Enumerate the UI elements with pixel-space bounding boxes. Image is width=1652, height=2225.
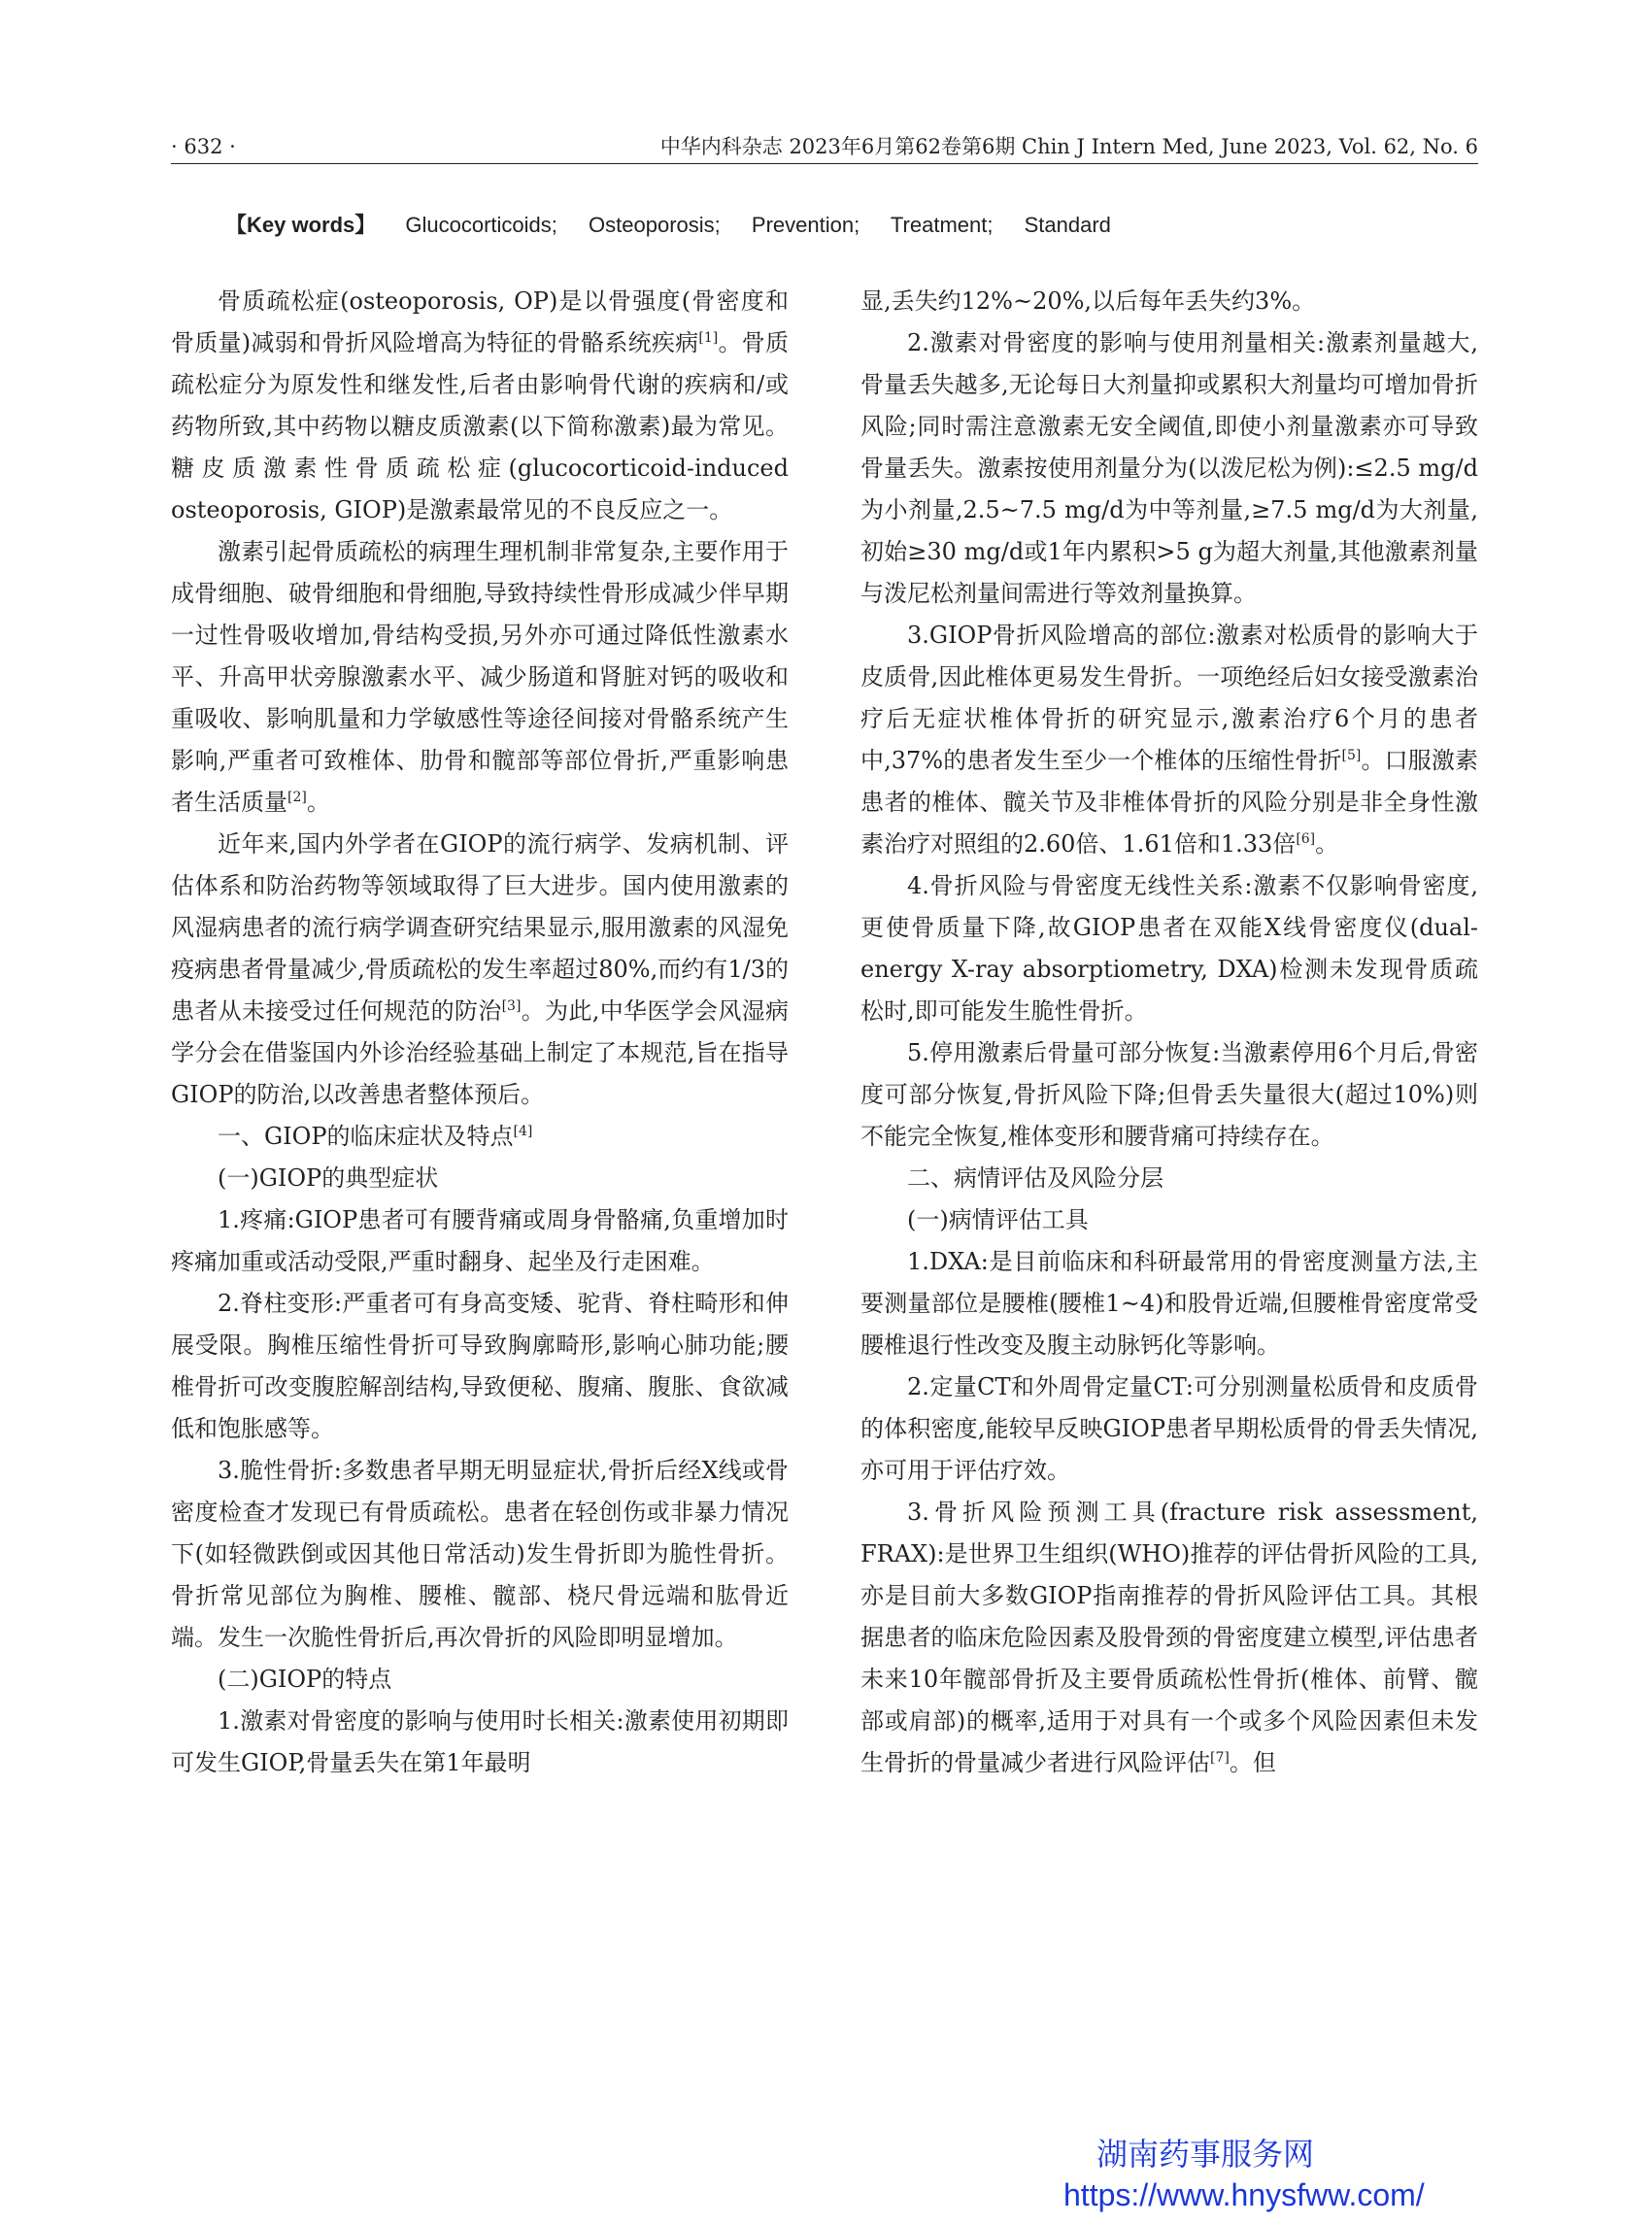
subsection-heading: (一)病情评估工具 — [907, 1206, 1089, 1233]
paragraph: 4.骨折风险与骨密度无线性关系:激素不仅影响骨密度,更使骨质量下降,故GIOP患者在双能X线骨密度仪(dual-energy X-ray absorptiometry, DXA)检测未发现骨质疏松时,即可能发生脆性骨折。 — [860, 872, 1478, 1025]
paragraph: 激素引起骨质疏松的病理生理机制非常复杂,主要作用于成骨细胞、破骨细胞和骨细胞,导致持续性骨形成减少伴早期一过性骨吸收增加,骨结构受损,另外亦可通过降低性激素水平、升高甲状旁腺激素水平、减少肠道和肾脏对钙的吸收和重吸收、影响肌量和力学敏感性等途径间接对骨骼系统产生影响,严重者可致椎体、肋骨和髋部等部位骨折,严重影响患者生活质量[2]。 — [171, 538, 789, 816]
paragraph: 2.定量CT和外周骨定量CT:可分别测量松质骨和皮质骨的体积密度,能较早反映GIOP患者早期松质骨的骨丢失情况,亦可用于评估疗效。 — [860, 1373, 1478, 1484]
keywords-label: 【Key words】 — [225, 213, 377, 237]
section-heading: 二、病情评估及风险分层 — [907, 1164, 1163, 1192]
keyword: Osteoporosis; — [589, 213, 721, 237]
section-heading: 一、GIOP的临床症状及特点[4] — [218, 1123, 533, 1150]
subsection-heading: (一)GIOP的典型症状 — [218, 1164, 439, 1192]
paragraph: 1.激素对骨密度的影响与使用时长相关:激素使用初期即可发生GIOP,骨量丢失在第1年最明 — [171, 1707, 789, 1776]
keyword: Treatment; — [890, 213, 994, 237]
paragraph: 3.GIOP骨折风险增高的部位:激素对松质骨的影响大于皮质骨,因此椎体更易发生骨折。一项绝经后妇女接受激素治疗后无症状椎体骨折的研究显示,激素治疗6个月的患者中,37%的患者发生至少一个椎体的压缩性骨折[5]。口服激素患者的椎体、髋关节及非椎体骨折的风险分别是非全身性激素治疗对照组的2.60倍、1.61倍和1.33倍[6]。 — [860, 622, 1478, 858]
citation-ref: [1] — [698, 330, 719, 346]
keyword: Prevention; — [751, 213, 860, 237]
keywords-line — [225, 206, 1136, 245]
watermark-site-name: 湖南药事服务网 — [1096, 2137, 1315, 2172]
paragraph: 3.脆性骨折:多数患者早期无明显症状,骨折后经X线或骨密度检查才发现已有骨质疏松。患者在轻创伤或非暴力情况下(如轻微跌倒或因其他日常活动)发生骨折即为脆性骨折。骨折常见部位为胸椎、腰椎、髋部、桡尺骨远端和肱骨近端。发生一次脆性骨折后,再次骨折的风险即明显增加。 — [171, 1457, 789, 1651]
journal-citation: 中华内科杂志 2023年6月第62卷第6期 Chin J Intern Med, June 2023, Vol. 62, No. 6 — [659, 135, 1478, 158]
citation-ref: [3] — [501, 998, 522, 1014]
citation-ref: [5] — [1341, 748, 1362, 763]
paragraph: 1.疼痛:GIOP患者可有腰背痛或周身骨骼痛,负重增加时疼痛加重或活动受限,严重时翻身、起坐及行走困难。 — [171, 1206, 789, 1275]
running-header — [171, 130, 1478, 164]
citation-ref: [4] — [513, 1124, 533, 1139]
citation-ref: [7] — [1210, 1750, 1230, 1766]
watermark-url[interactable]: https://www.hnysfww.com/ — [1063, 2177, 1425, 2212]
paragraph: 3.骨折风险预测工具(fracture risk assessment, FRAX):是世界卫生组织(WHO)推荐的评估骨折风险的工具,亦是目前大多数GIOP指南推荐的骨折风险评估工具。其根据患者的临床危险因素及股骨颈的骨密度建立模型,评估患者未来10年髋部骨折及主要骨质疏松性骨折(椎体、前臂、髋部或肩部)的概率,适用于对具有一个或多个风险因素但未发生骨折的骨量减少者进行风险评估[7]。但 — [860, 1499, 1478, 1776]
keyword: Standard — [1024, 213, 1111, 237]
keyword: Glucocorticoids; — [405, 213, 557, 237]
page-number: · 632 · — [171, 135, 236, 158]
right-column — [860, 281, 1478, 1784]
paragraph: 2.激素对骨密度的影响与使用剂量相关:激素剂量越大,骨量丢失越多,无论每日大剂量抑或累积大剂量均可增加骨折风险;同时需注意激素无安全阈值,即使小剂量激素亦可导致骨量丢失。激素按使用剂量分为(以泼尼松为例):≤2.5 mg/d为小剂量,2.5~7.5 mg/d为中等剂量,≥7.5 mg/d为大剂量,初始≥30 mg/d或1年内累积>5 g为超大剂量,其他激素剂量与泼尼松剂量间需进行等效剂量换算。 — [860, 329, 1478, 607]
paragraph: 1.DXA:是目前临床和科研最常用的骨密度测量方法,主要测量部位是腰椎(腰椎1~4)和股骨近端,但腰椎骨密度常受腰椎退行性改变及腹主动脉钙化等影响。 — [860, 1248, 1478, 1359]
left-column — [171, 281, 789, 1784]
paragraph: 骨质疏松症(osteoporosis, OP)是以骨强度(骨密度和骨质量)减弱和骨折风险增高为特征的骨骼系统疾病[1]。骨质疏松症分为原发性和继发性,后者由影响骨代谢的疾病和/或药物所致,其中药物以糖皮质激素(以下简称激素)最为常见。糖皮质激素性骨质疏松症(glucocorticoid-induced osteoporosis, GIOP)是激素最常见的不良反应之一。 — [171, 287, 790, 523]
citation-ref: [6] — [1296, 831, 1316, 847]
citation-ref: [2] — [287, 790, 307, 805]
paragraph-continued: 显,丢失约12%~20%,以后每年丢失约3%。 — [860, 287, 1316, 315]
paragraph: 5.停用激素后骨量可部分恢复:当激素停用6个月后,骨密度可部分恢复,骨折风险下降;但骨丢失量很大(超过10%)则不能完全恢复,椎体变形和腰背痛可持续存在。 — [860, 1039, 1478, 1150]
paragraph: 2.脊柱变形:严重者可有身高变矮、驼背、脊柱畸形和伸展受限。胸椎压缩性骨折可导致胸廓畸形,影响心肺功能;腰椎骨折可改变腹腔解剖结构,导致便秘、腹痛、腹胀、食欲减低和饱胀感等。 — [171, 1290, 789, 1442]
paragraph: 近年来,国内外学者在GIOP的流行病学、发病机制、评估体系和防治药物等领域取得了巨大进步。国内使用激素的风湿病患者的流行病学调查研究结果显示,服用激素的风湿免疫病患者骨量减少,骨质疏松的发生率超过80%,而约有1/3的患者从未接受过任何规范的防治[3]。为此,中华医学会风湿病学分会在借鉴国内外诊治经验基础上制定了本规范,旨在指导GIOP的防治,以改善患者整体预后。 — [171, 830, 789, 1108]
subsection-heading: (二)GIOP的特点 — [218, 1666, 392, 1693]
